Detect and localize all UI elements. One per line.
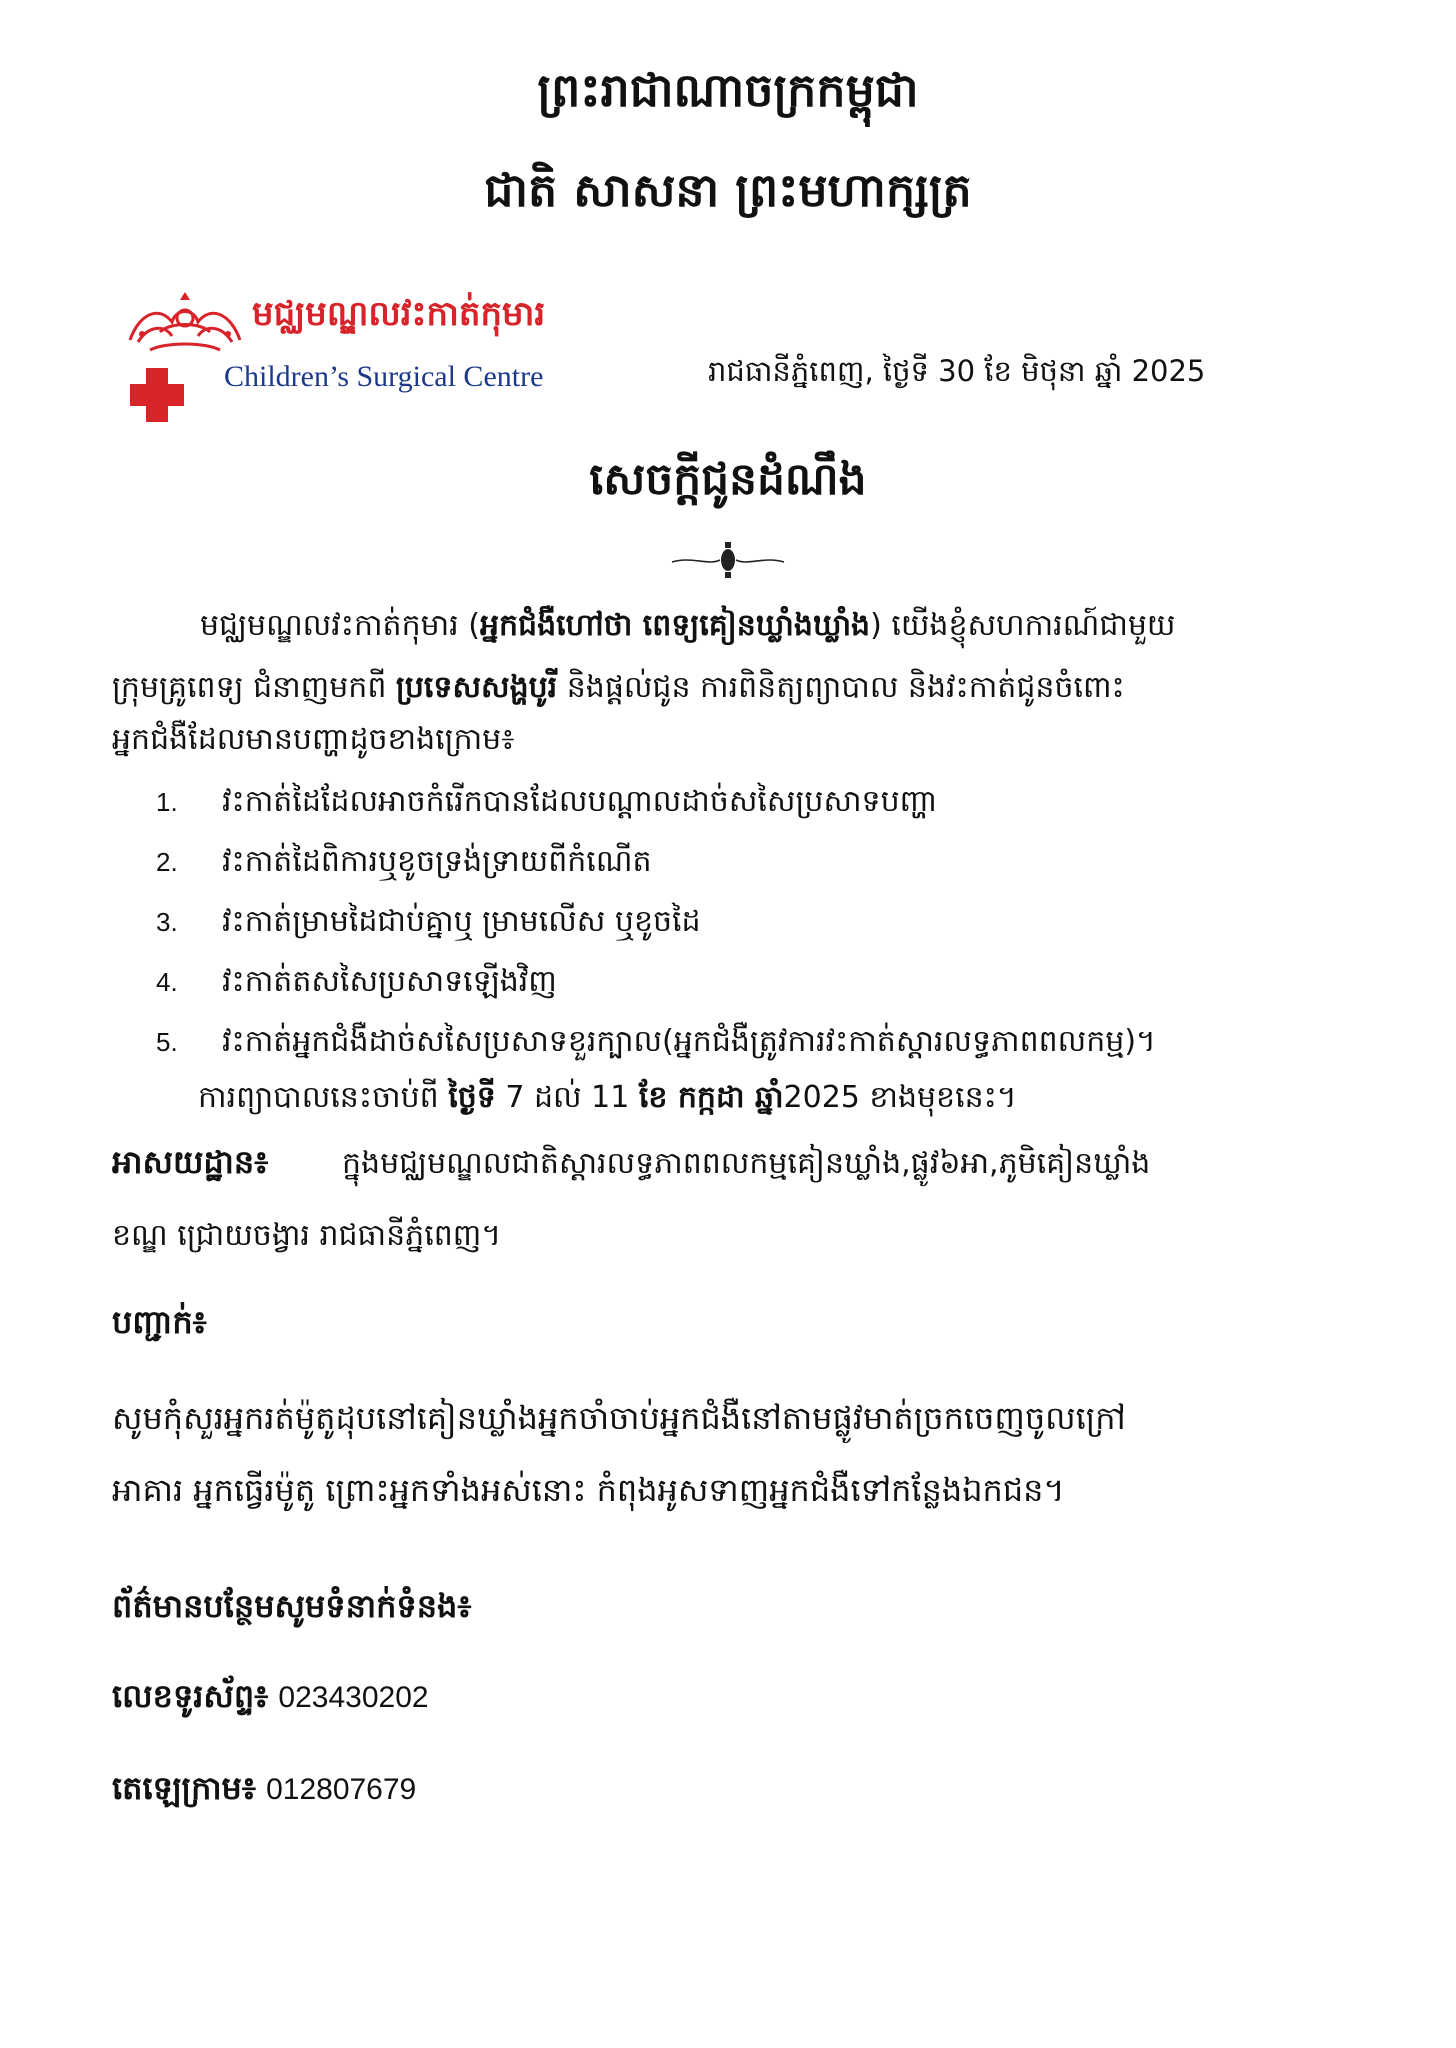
schedule-year: 2025 ខាងមុខនេះ។ [783,1080,1017,1115]
list-item [112,832,1352,892]
list-item-text: វះកាត់អ្នកជំងឺដាច់សសៃប្រសាទខួរក្បាល(អ្នកជំងឺត្រូវការវះកាត់ស្តារលទ្ធភាពពលកម្ម)។ [222,1024,1156,1059]
national-motto: ជាតិ សាសនា ព្រះមហាក្សត្រ [484,163,972,217]
kingdom-heading: ព្រះរាជាណាចក្រកម្ពុជា [537,63,919,117]
csc-emblem-icon [120,292,250,422]
list-item-number: 1. [156,787,178,817]
clarification-label: បញ្ជាក់៖ [112,1303,207,1341]
schedule-day-label: ថ្ងៃទី [448,1080,496,1115]
schedule-text: ការព្យាបាលនេះចាប់ពី [198,1080,449,1115]
contact-heading: ព័ត៌មានបន្ថែមសូមទំនាក់ទំនង៖ [112,1587,472,1625]
address-text: ក្នុងមជ្ឈមណ្ឌលជាតិស្តារលទ្ធភាពពលកម្មគៀនឃ្លាំង,ផ្លូវ៦អា,ភូមិគៀនឃ្លាំង [342,1146,1151,1181]
list-item [112,1012,1352,1072]
telegram-label: តេឡេក្រាម៖ [112,1769,256,1807]
phone-number: 023430202 [278,1681,429,1714]
list-item-text: វះកាត់តសសៃប្រសាទឡើងវិញ [222,964,557,999]
intro-line-3: អ្នកជំងឺដែលមានបញ្ហាដូចខាងក្រោម៖ [112,722,515,757]
intro-text: មជ្ឈមណ្ឌលវះកាត់កុមារ ( [200,608,480,643]
schedule-line [112,1066,1438,1130]
list-item-text: វះកាត់ដៃពិការឬខូចទ្រង់ទ្រាយពីកំណើត [222,844,652,879]
schedule-days: 7 ដល់ 11 [495,1080,639,1115]
services-list [112,772,1352,1072]
telegram-line [112,1756,1352,1822]
partner-country: ប្រទេសសង្ហបូរី [395,670,558,705]
intro-text: និងផ្តល់ជូន ការពិនិត្យព្យាបាល និងវះកាត់ជូនចំពោះ [557,670,1125,705]
list-item-number: 5. [156,1027,178,1057]
logo-khmer-name: មជ្ឈមណ្ឌលវះកាត់កុមារ [252,294,546,334]
schedule-month: ខែ កក្កដា ឆ្នាំ [638,1080,784,1115]
list-item-number: 3. [156,907,178,937]
clinic-nickname: អ្នកជំងឺហៅថា ពេទ្យគៀនឃ្លាំងឃ្លាំង [479,608,871,643]
address-line-1 [112,1130,1352,1196]
intro-text: ក្រុមគ្រូពេទ្យ ជំនាញមកពី [112,670,396,705]
phone-label: លេខទូរស័ព្ទ៖ [112,1677,269,1715]
organization-logo [120,292,580,422]
title-ornament-icon [668,540,788,580]
document-title: សេចក្តីជូនដំណឹង [589,454,867,505]
list-item-number: 4. [156,967,178,997]
intro-line-1 [112,594,1440,658]
dateline: រាជធានីភ្នំពេញ, ថ្ងៃទី 30 ខែ មិថុនា ឆ្នាំ 2025 [708,354,1206,388]
address-line-2: ខណ្ឌ ជ្រោយចង្វារ រាជធានីភ្នំពេញ។ [112,1218,502,1253]
logo-english-name: Children’s Surgical Centre [224,360,544,393]
clarification-line-2: អាគារ អ្នកធ្វើរម៉ូតូ ព្រោះអ្នកទាំងអស់នោះ កំពុងអូសទាញអ្នកជំងឺទៅកន្លែងឯកជន។ [112,1471,1065,1509]
list-item-text: វះកាត់ដៃដែលអាចកំរើកបានដែលបណ្តាលដាច់សសៃប្រសាទបញ្ហា [222,784,938,819]
intro-text: ) យើងខ្ញុំសហការណ៍ជាមួយ [870,608,1176,643]
list-item [112,892,1352,952]
address-label: អាសយដ្ឋាន៖ [112,1143,269,1181]
list-item [112,772,1352,832]
phone-line [112,1664,1352,1730]
list-item [112,952,1352,1012]
list-item-number: 2. [156,847,178,877]
list-item-text: វះកាត់ម្រាមដៃជាប់គ្នាឬ ម្រាមលើស ឬខូចដៃ [222,904,701,939]
clarification-line-1: សូមកុំសួរអ្នករត់ម៉ូតូដុបនៅគៀនឃ្លាំងអ្នកចាំចាប់អ្នកជំងឺនៅតាមផ្លូវមាត់ច្រកចេញចូលក្រៅ [112,1399,1126,1437]
telegram-number: 012807679 [266,1773,417,1806]
